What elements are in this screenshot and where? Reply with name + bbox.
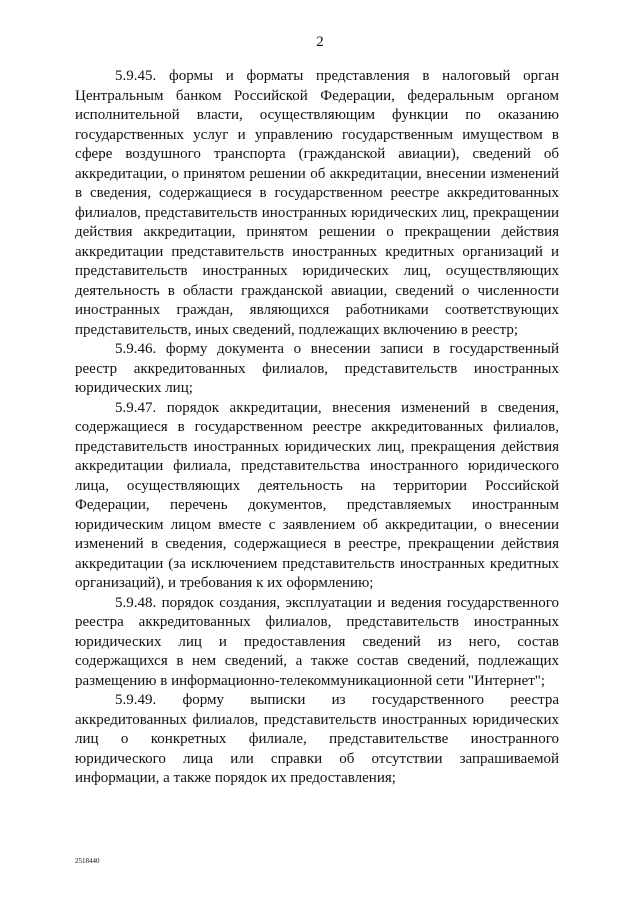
paragraph-5-9-47: 5.9.47. порядок аккредитации, внесения изменений в сведения, содержащиеся в государственном реестре аккредитованных филиалов, представительств иностранных юридических лиц, прекращения действия аккредитации филиала, представительства иностранного юридического лица, осуществляющих деятельность на территории Российской Федерации, перечень документов, представляемых иностранным юридическим лицом вместе с заявлением об аккредитации, о внесении изменений в сведения, содержащиеся в реестре, прекращении действия аккредитации (за исключением представительств иностранных кредитных организаций), и требования к их оформлению; xyxy=(75,399,559,591)
paragraph-5-9-49: 5.9.49. форму выписки из государственного реестра аккредитованных филиалов, представительств иностранных юридических лиц о конкретных филиале, представительстве иностранного юридического лица или справки об отсутствии запрашиваемой информации, а также порядок их предоставления; xyxy=(75,692,559,786)
paragraph-5-9-46: 5.9.46. форму документа о внесении записи в государственный реестр аккредитованных филиалов, представительств иностранных юридических лиц; xyxy=(75,341,559,396)
document-body xyxy=(75,67,559,789)
paragraph-5-9-45: 5.9.45. формы и форматы представления в налоговый орган Центральным банком Российской Федерации, федеральным органом исполнительной власти, осуществляющим функции по оказанию государственных услуг и управлению государственным имуществом в сфере воздушного транспорта (гражданской авиации), сведений об аккредитации, о принятом решении об аккредитации, внесении изменений в сведения, содержащиеся в государственном реестре аккредитованных филиалов, представительств иностранных юридических лиц, прекращении действия аккредитации, принятом решении о прекращении действия аккредитации представительств иностранных кредитных организаций и представительств иностранных юридических лиц, осуществляющих деятельность в области гражданской авиации, сведений о численности иностранных граждан, являющихся работниками соответствующих представительств, иных сведений, подлежащих включению в реестр; xyxy=(75,68,559,338)
document-id: 2518440 xyxy=(75,857,100,865)
page-number: 2 xyxy=(316,34,324,50)
paragraph-5-9-48: 5.9.48. порядок создания, эксплуатации и ведения государственного реестра аккредитованных филиалов, представительств иностранных юридических лиц и предоставления сведений из него, состав содержащихся в нем сведений, а также состав сведений, подлежащих размещению в информационно-телекоммуникационной сети "Интернет"; xyxy=(75,594,559,689)
